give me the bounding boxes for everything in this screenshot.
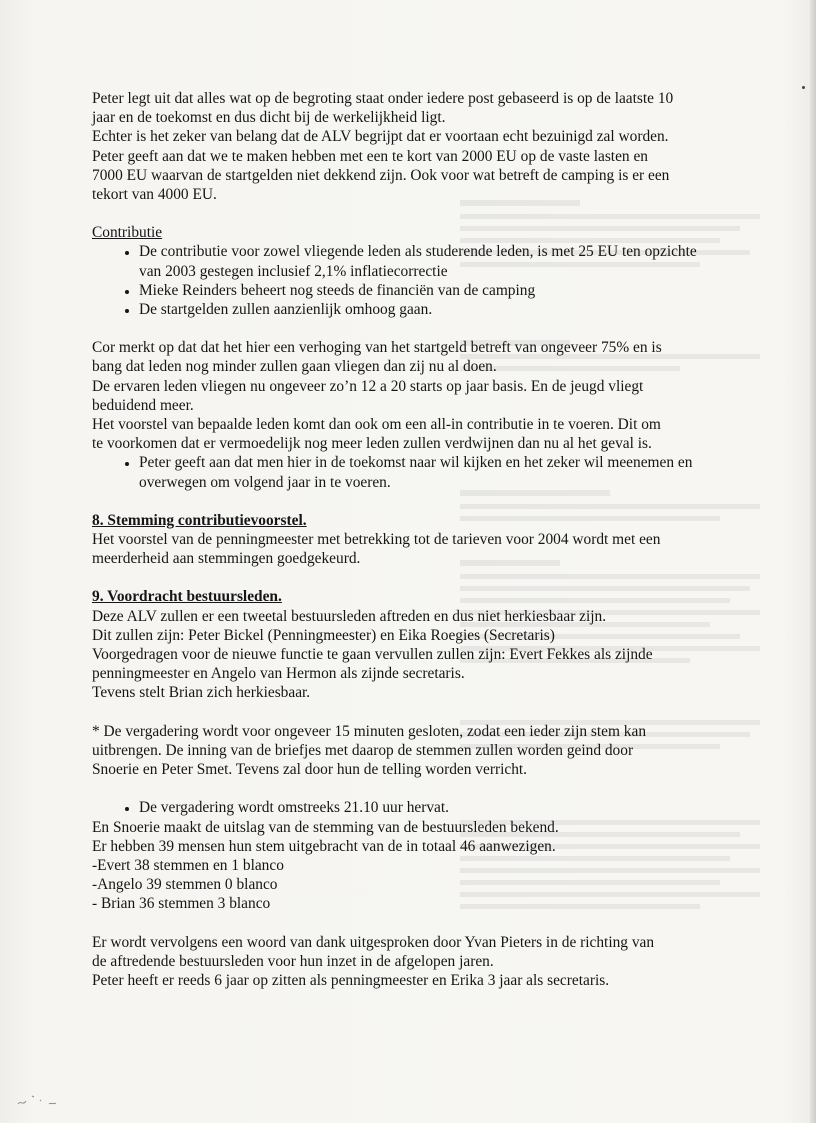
voting-note	[92, 722, 712, 780]
text-line: -Angelo 39 stemmen 0 blanco	[92, 876, 278, 894]
text-line: Echter is het zeker van belang dat de ALV begrijpt dat er voortaan echt bezuinigd zal worden.	[92, 128, 669, 146]
text-line: Snoerie en Peter Smet. Tevens zal door hun de telling worden verricht.	[92, 761, 528, 779]
section-9-heading: 9. Voordracht bestuursleden.	[92, 588, 282, 606]
text-line: -Evert 38 stemmen en 1 blanco	[92, 856, 284, 874]
text-line: Peter heeft er reeds 6 jaar op zitten als penningmeester en Erika 3 jaar als secretaris.	[92, 971, 610, 989]
list-item: • De startgelden zullen aanzienlijk omhoog gaan.	[139, 300, 712, 319]
text-line: tekort van 4000 EU.	[92, 186, 217, 204]
text-line: Deze ALV zullen er een tweetal bestuursleden aftreden en dus niet herkiesbaar zijn.	[92, 607, 607, 625]
text-line: Dit zullen zijn: Peter Bickel (Penningmeester) en Eika Roegies (Secretaris)	[92, 626, 555, 644]
text-line: de aftredende bestuursleden voor hun inzet in de afgelopen jaren.	[92, 952, 494, 970]
list-item: • De vergadering wordt omstreeks 21.10 uur hervat.	[139, 798, 712, 817]
list-item: • De contributie voor zowel vliegende leden als studerende leden, is met 25 EU ten opzichte van 2003 gestegen inclusief 2,1% inflatiecorrectie	[139, 242, 712, 280]
contributie-list	[92, 242, 712, 319]
text-line: Het voorstel van de penningmeester met betrekking tot de tarieven voor 2004 wordt met een	[92, 531, 661, 549]
peter-list	[92, 453, 712, 491]
cor-paragraph	[92, 338, 712, 453]
text-line: Voorgedragen voor de nieuwe functie te gaan vervullen zullen zijn: Evert Fekkes als zijnde	[92, 646, 653, 664]
contributie-heading: Contributie	[92, 224, 163, 242]
text-line: Peter legt uit dat alles wat op de begroting staat onder iedere post gebaseerd is op de laatste 10	[92, 90, 674, 107]
text-line: 7000 EU waarvan de startgelden niet dekkend zijn. Ook voor wat betreft de camping is er een	[92, 166, 670, 184]
pen-scribble-mark	[16, 1092, 62, 1108]
closing-paragraph	[92, 933, 712, 991]
text-line: uitbrengen. De inning van de briefjes met daarop de stemmen zullen worden geind door	[92, 741, 634, 759]
text-line: En Snoerie maakt de uitslag van de stemming van de bestuursleden bekend.	[92, 818, 559, 836]
text-line: Tevens stelt Brian zich herkiesbaar.	[92, 684, 311, 702]
section-8-heading: 8. Stemming contributievoorstel.	[92, 511, 307, 529]
resume-list	[92, 798, 712, 817]
list-item: • Peter geeft aan dat men hier in de toekomst naar wil kijken en het zeker wil meenemen en overwegen om volgend jaar in te voeren.	[139, 453, 712, 491]
text-line: te voorkomen dat er vermoedelijk nog meer leden zullen verdwijnen dan nu al het geval is.	[92, 435, 652, 453]
text-line: - Brian 36 stemmen 3 blanco	[92, 895, 271, 913]
intro-paragraph	[92, 89, 712, 204]
voting-results	[92, 818, 712, 914]
text-line: Er hebben 39 mensen hun stem uitgebracht van de in totaal 46 aanwezigen.	[92, 837, 556, 855]
document-body	[92, 89, 712, 990]
text-line: De ervaren leden vliegen nu ongeveer zo’n 12 a 20 starts op jaar basis. En de jeugd vliegt	[92, 377, 644, 395]
text-line: beduidend meer.	[92, 396, 194, 414]
text-line: meerderheid aan stemmingen goedgekeurd.	[92, 550, 361, 568]
text-line: bang dat leden nog minder zullen gaan vliegen dan zij nu al doen.	[92, 358, 497, 376]
text-line: Cor merkt op dat dat het hier een verhoging van het startgeld betreft van ongeveer 75% en is	[92, 339, 662, 357]
list-item: • Mieke Reinders beheert nog steeds de financiën van de camping	[139, 281, 712, 300]
text-line: penningmeester en Angelo van Hermon als zijnde secretaris.	[92, 665, 465, 683]
text-line: Het voorstel van bepaalde leden komt dan ook om een all-in contributie in te voeren. Dit om	[92, 416, 661, 434]
page-edge-shadow	[810, 0, 816, 1123]
text-line: Er wordt vervolgens een woord van dank uitgesproken door Yvan Pieters in de richting van	[92, 933, 655, 951]
speck-mark	[802, 86, 805, 89]
text-line: Peter geeft aan dat we te maken hebben met een te kort van 2000 EU op de vaste lasten en	[92, 147, 648, 165]
text-line: jaar en de toekomst en dus dicht bij de werkelijkheid ligt.	[92, 109, 446, 127]
text-line: * De vergadering wordt voor ongeveer 15 minuten gesloten, zodat een ieder zijn stem kan	[92, 722, 647, 740]
